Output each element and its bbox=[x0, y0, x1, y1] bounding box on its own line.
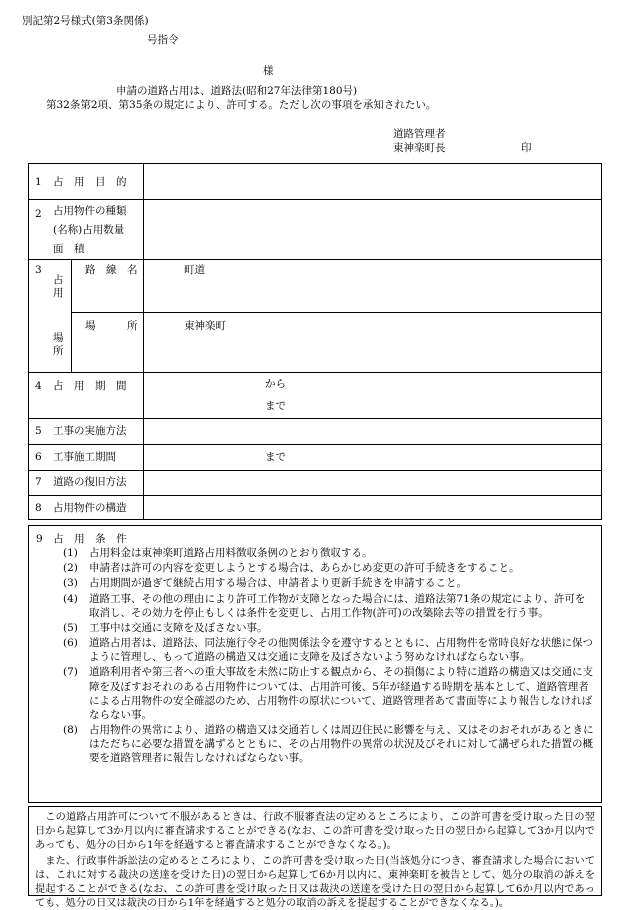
condition-item: (2) 申請者は許可の内容を変更しようとする場合は、あらかじめ変更の許可手続きをすること。 bbox=[63, 562, 520, 575]
condition-item: (3) 占用期間が過ぎて継続占用する場合は、申請者より更新手続きを申請すること。 bbox=[63, 577, 467, 590]
row-number: 7 bbox=[35, 476, 42, 488]
row-divider bbox=[29, 444, 601, 445]
addressee-honorific: 様 bbox=[263, 65, 274, 77]
intro-line-1: 申請の道路占用は、道路法(昭和27年法律第180号) bbox=[116, 85, 358, 97]
intro-line-2: 第32条第2項、第35条の規定により、許可する。ただし次の事項を承知されたい。 bbox=[46, 99, 437, 111]
condition-item: (7) 道路利用者や第三者への重大事故を未然に防止する観点から、その損傷により特に道路の構造又は交通に支障を及ぼすおそれのある占用物件については、占用許可後、5年が経過する時期を基本として、道路管理者による占用物件の安全確認のため、占用物件の原状について、道路管理者あて書面等により報告しなければならない事。 bbox=[63, 666, 593, 721]
construction-period-to: まで bbox=[265, 451, 286, 463]
label-column-divider bbox=[143, 164, 144, 520]
row-divider bbox=[29, 199, 601, 200]
place-label: 場 所 bbox=[85, 320, 138, 332]
period-label: 占 用 期 間 bbox=[53, 380, 127, 392]
period-from: から bbox=[265, 378, 286, 390]
road-name-label: 路 線 名 bbox=[85, 264, 138, 276]
seal-mark: 印 bbox=[521, 142, 532, 154]
place-value: 東神楽町 bbox=[184, 320, 226, 332]
row-number: 4 bbox=[35, 380, 42, 392]
road-name-value: 町道 bbox=[184, 264, 205, 276]
appeal-notice-review: この道路占用許可について不服があるときは、行政不服審査法の定めるところにより、この許可書を受け取った日の翌日から起算して3か月以内に審査請求することができる(なお、この許可書を受け取った日の翌日から起算して3か月以内であっても、処分の日から1年を経過すると審査請求することができなくなる。)。 bbox=[35, 812, 595, 851]
row-number: 1 bbox=[35, 176, 42, 188]
object-structure-label: 占用物件の構造 bbox=[53, 502, 127, 514]
row-divider bbox=[29, 418, 601, 419]
row-divider bbox=[29, 495, 601, 496]
permit-form-table bbox=[28, 163, 602, 520]
row-divider bbox=[29, 259, 601, 260]
occupancy-conditions bbox=[28, 525, 602, 803]
condition-item: (1) 占用料金は東神楽町道路占用料徴収条例のとおり徴収する。 bbox=[63, 547, 373, 559]
location-side-label-top: 占用 bbox=[53, 274, 64, 300]
row-divider bbox=[29, 372, 601, 373]
administrator-label: 道路管理者 bbox=[393, 128, 446, 140]
condition-item: (6) 道路占用者は、道路法、同法施行令その他関係法令を遵守するとともに、占用物件を常時良好な状態に保つように管理し、もって道路の構造又は交通に支障を及ぼさないよう努めなければならない事。 bbox=[63, 637, 593, 664]
conditions-heading: 9 占 用 条 件 bbox=[36, 533, 127, 545]
administrator-name: 東神楽町長 bbox=[393, 142, 446, 154]
construction-method-label: 工事の実施方法 bbox=[53, 425, 127, 437]
road-restoration-label: 道路の復旧方法 bbox=[53, 476, 127, 488]
location-side-divider bbox=[71, 259, 72, 372]
object-quantity-label: (名称)占用数量 bbox=[53, 224, 125, 236]
period-to: まで bbox=[265, 400, 286, 412]
permit-number-label: 号指令 bbox=[147, 34, 179, 46]
row-number: 2 bbox=[35, 208, 42, 220]
object-type-label: 占用物件の種類 bbox=[53, 205, 127, 217]
purpose-label: 占 用 目 的 bbox=[53, 176, 127, 188]
row-number: 6 bbox=[35, 451, 42, 463]
row-divider bbox=[29, 470, 601, 471]
condition-item: (4) 道路工事、その他の理由により許可工作物が支障となった場合には、道路法第71条の規定により、許可を取消し、その効力を停止もしくは条件を変更し、占用工作物(許可)の改築除去等の措置を行う事。 bbox=[63, 592, 586, 619]
row-divider bbox=[71, 312, 601, 313]
row-number: 3 bbox=[35, 264, 42, 276]
row-number: 8 bbox=[35, 502, 42, 514]
form-title: 別記第2号様式(第3条関係) bbox=[22, 15, 149, 27]
condition-item: (5) 工事中は交通に支障を及ぼさない事。 bbox=[63, 621, 268, 634]
condition-item: (8) 占用物件の異常により、道路の構造又は交通若しくは周辺住民に影響を与え、又はそのおそれがあるときにはただちに必要な措置を講ずるとともに、その占用物件の異常の状況及びそれに対して講ぜられた措置の概要を道路管理者に報告しなければならない事。 bbox=[63, 724, 594, 765]
construction-period-label: 工事施工期間 bbox=[53, 451, 116, 463]
appeal-notice bbox=[28, 806, 602, 909]
appeal-notice-lawsuit: また、行政事件訴訟法の定めるところにより、この許可書を受け取った日(当該処分につき、審査請求した場合においては、これに対する裁決の送達を受けた日)の翌日から起算して6か月以内に、東神楽町を被告として、処分の取消の訴えを提起することができる(なお、この許可書を受け取った日又は裁決の送達を受けた日の翌日から起算して6か月以内であっても、処分の日又は裁決の日から1年を経過すると処分の取消の訴えを提起することができなくなる。)。 bbox=[35, 856, 595, 909]
conditions-list bbox=[36, 546, 595, 767]
row-number: 5 bbox=[35, 425, 42, 437]
location-side-label-bottom: 場所 bbox=[53, 332, 64, 358]
area-label: 面 積 bbox=[53, 243, 85, 255]
